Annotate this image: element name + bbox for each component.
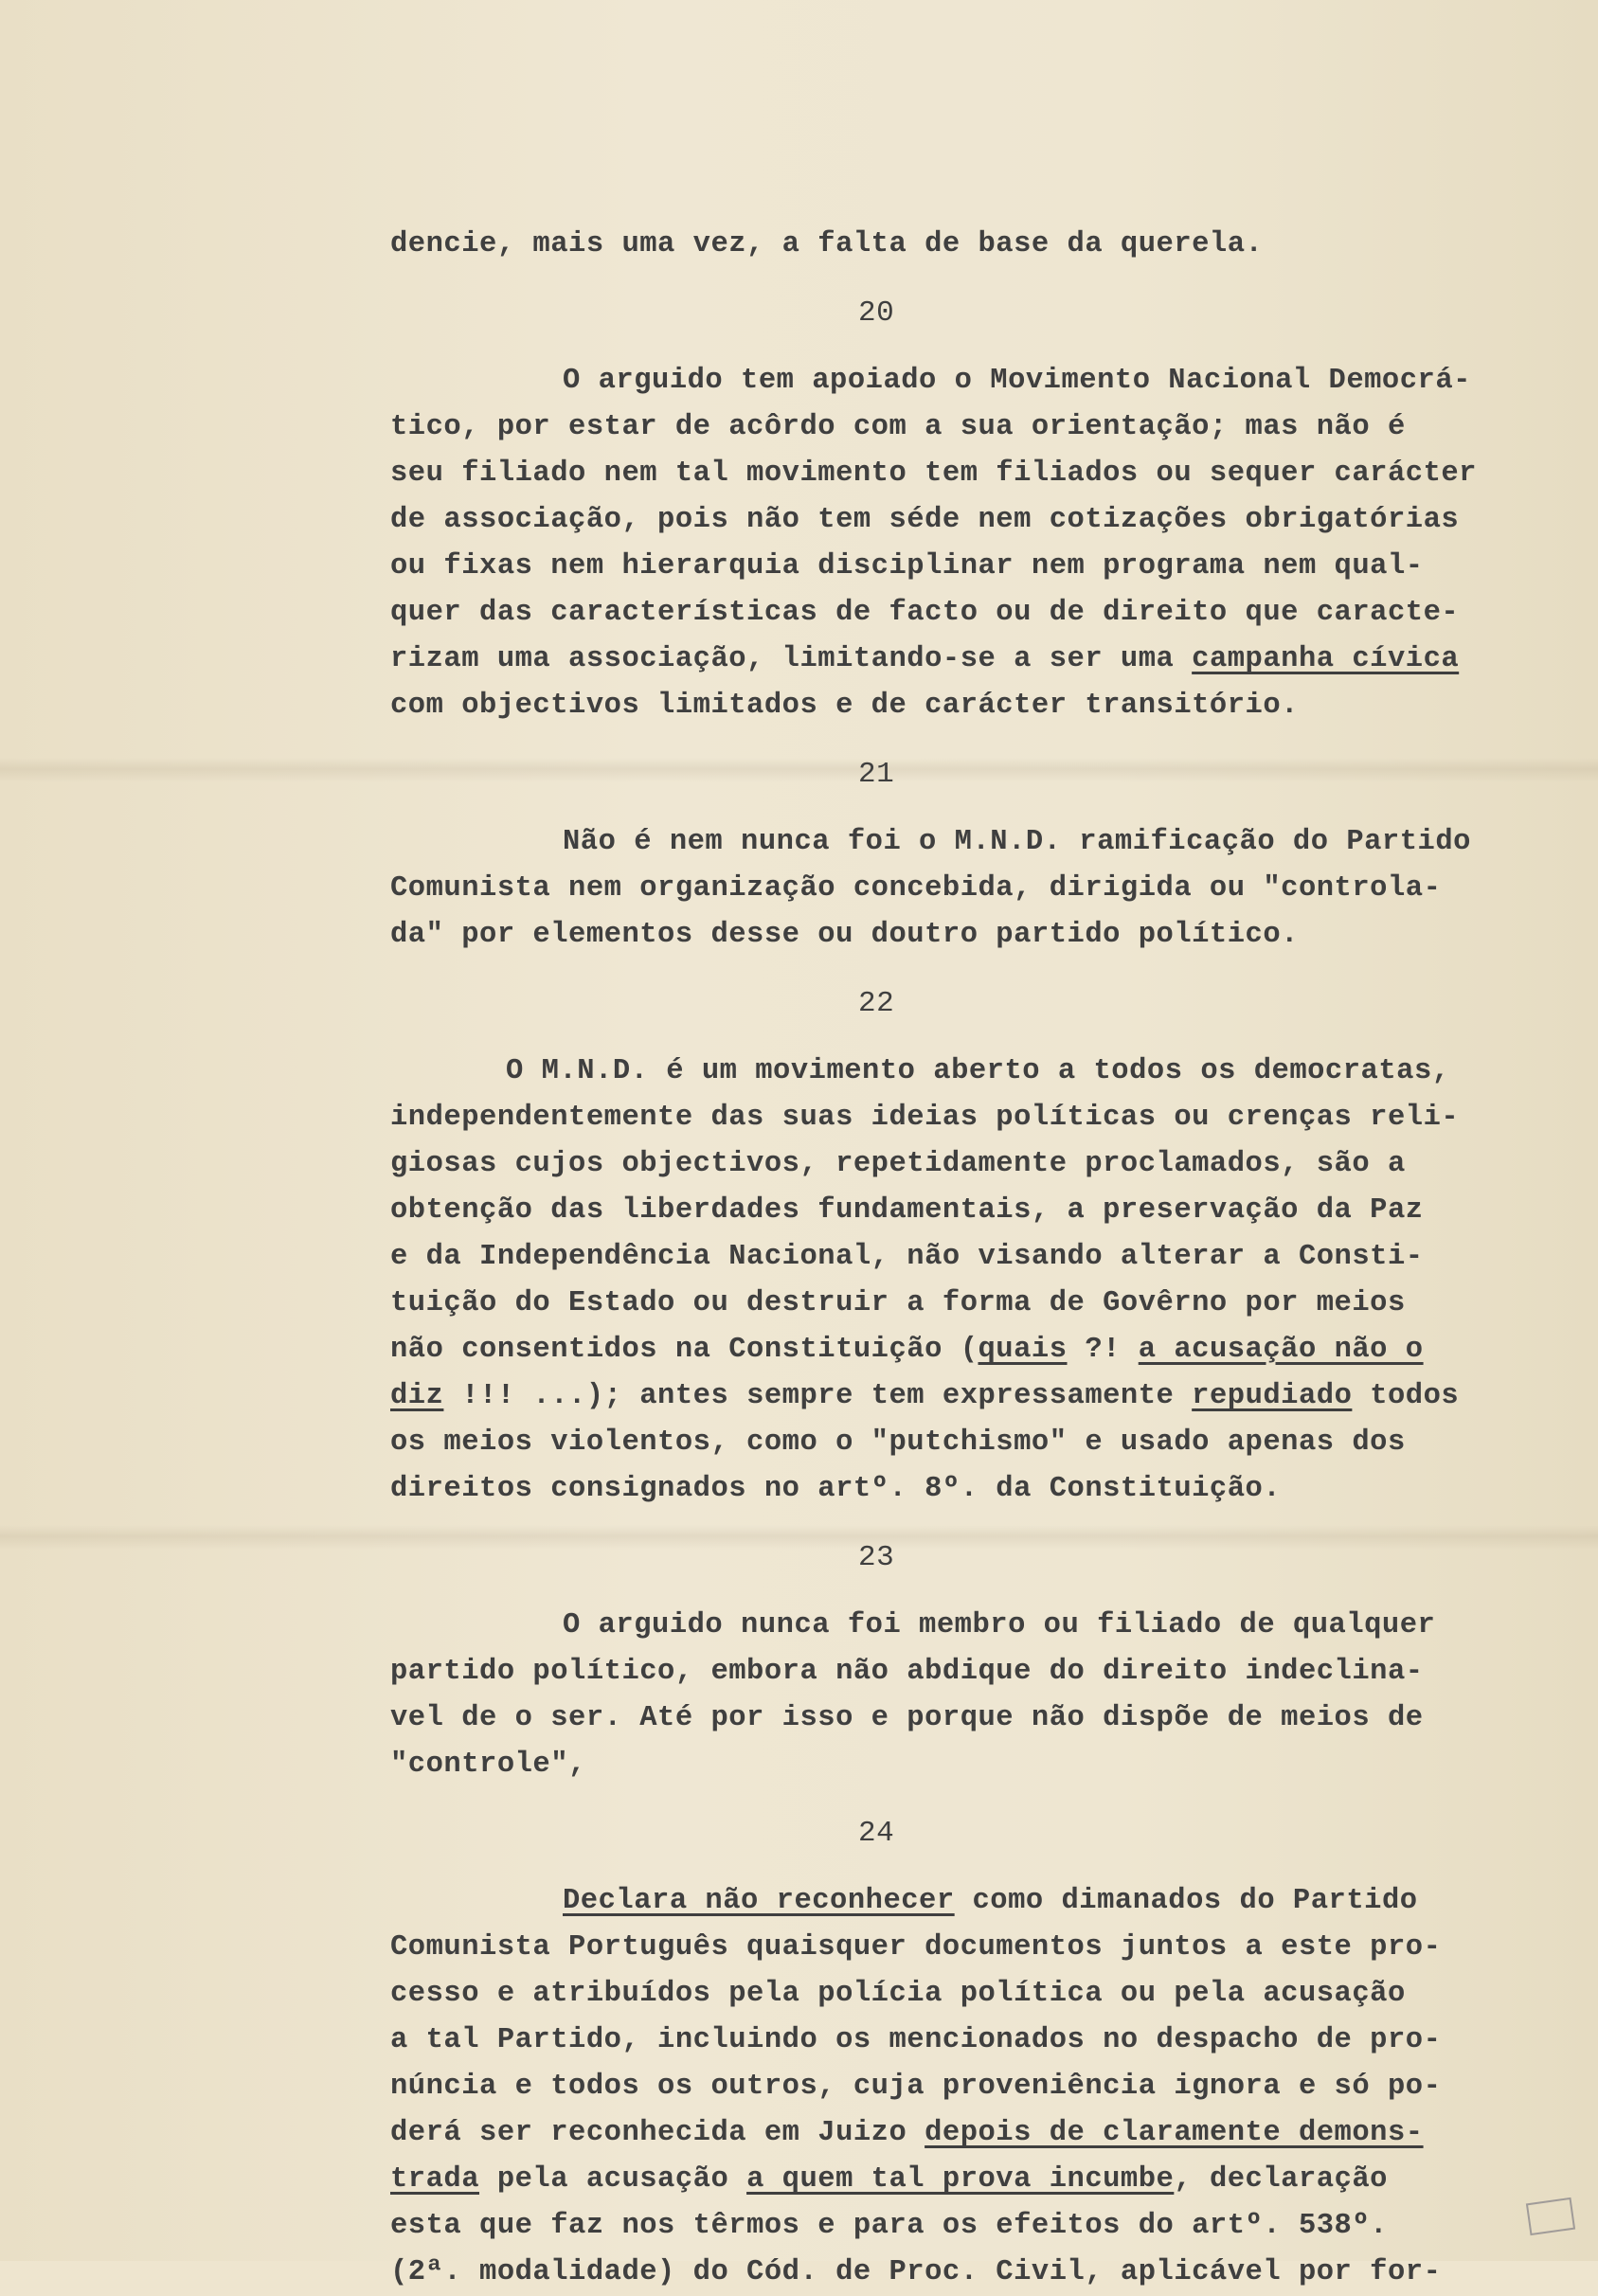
paragraph-line — [390, 1373, 1574, 1420]
paragraph-line: tuição do Estado ou destruir a forma de Govêrno por meios — [390, 1287, 1406, 1319]
text-run: derá ser reconhecida em Juizo — [390, 2117, 925, 2149]
underlined-text: a acusação não o — [1138, 1334, 1424, 1366]
paragraph-line: giosas cujos objectivos, repetidamente proclamados, são a — [390, 1148, 1406, 1180]
paragraph-line: partido político, embora não abdique do direito indeclina- — [390, 1656, 1424, 1688]
paragraph-line: da" por elementos desse ou doutro partido político. — [390, 919, 1299, 951]
paragraph-line: cesso e atribuídos pela polícia política ou pela acusação — [390, 1978, 1406, 2010]
section-number-20: 20 — [858, 296, 895, 330]
text-run: pela acusação — [479, 2163, 747, 2196]
paragraph-line: O arguido nunca foi membro ou filiado de qualquer — [563, 1609, 1436, 1641]
paragraph-line: Não é nem nunca foi o M.N.D. ramificação do Partido — [563, 826, 1471, 858]
paragraph-line: núncia e todos os outros, cuja proveniência ignora e só po- — [390, 2071, 1442, 2103]
section-number-23: 23 — [858, 1541, 895, 1574]
text-run: ?! — [1067, 1334, 1139, 1366]
underlined-text: Declara não reconhecer — [563, 1885, 955, 1917]
intro-line: dencie, mais uma vez, a falta de base da querela. — [390, 228, 1264, 260]
paragraph-line — [390, 637, 1574, 683]
paragraph-line: ou fixas nem hierarquia disciplinar nem programa nem qual- — [390, 550, 1424, 583]
paragraph-line: obtenção das liberdades fundamentais, a preservação da Paz — [390, 1194, 1424, 1227]
paragraph-line: direitos consignados no artº. 8º. da Constituição. — [390, 1473, 1282, 1505]
paragraph-line: "controle", — [390, 1749, 586, 1781]
paragraph-line: e da Independência Nacional, não visando alterar a Consti- — [390, 1241, 1424, 1273]
underlined-text: quais — [978, 1334, 1068, 1366]
underlined-text: diz — [390, 1380, 444, 1412]
text-run: não consentidos na Constituição ( — [390, 1334, 979, 1366]
text-run: , declaração — [1174, 2163, 1388, 2196]
paragraph-line — [390, 1327, 1574, 1373]
text-run: rizam uma associação, limitando-se a ser uma — [390, 643, 1193, 675]
paragraph-line: independentemente das suas ideias políticas ou crenças reli- — [390, 1102, 1460, 1134]
paragraph-line: (2ª. modalidade) do Cód. de Proc. Civil, aplicável por for- — [390, 2256, 1442, 2288]
paragraph-line: esta que faz nos têrmos e para os efeitos do artº. 538º. — [390, 2210, 1388, 2242]
underlined-text: depois de claramente demons- — [925, 2117, 1424, 2149]
paragraph-line: tico, por estar de acôrdo com a sua orientação; mas não é — [390, 411, 1406, 443]
paragraph-line: Comunista Português quaisquer documentos juntos a este pro- — [390, 1931, 1442, 1964]
archive-stamp-icon — [1526, 2197, 1575, 2235]
paragraph-line: O arguido tem apoiado o Movimento Nacional Democrá- — [563, 365, 1471, 397]
text-run: todos — [1352, 1380, 1460, 1412]
paragraph-line: Comunista nem organização concebida, dirigida ou "controla- — [390, 872, 1442, 905]
underlined-text: trada — [390, 2163, 480, 2196]
paragraph-line: de associação, pois não tem séde nem cotizações obrigatórias — [390, 504, 1460, 536]
paragraph-line: O M.N.D. é um movimento aberto a todos os democratas, — [506, 1055, 1450, 1087]
text-run: como dimanados do Partido — [954, 1885, 1418, 1917]
paragraph-line — [390, 2110, 1574, 2157]
paragraph-line: vel de o ser. Até por isso e porque não dispõe de meios de — [390, 1702, 1424, 1734]
paragraph-line — [390, 2157, 1574, 2203]
paragraph-line — [390, 1878, 1574, 1925]
section-number-24: 24 — [858, 1817, 895, 1850]
document-text — [390, 222, 1574, 2296]
paragraph-line: seu filiado nem tal movimento tem filiados ou sequer carácter — [390, 457, 1477, 490]
paragraph-line: os meios violentos, como o "putchismo" e usado apenas dos — [390, 1426, 1406, 1459]
section-number-21: 21 — [858, 758, 895, 791]
text-run: !!! ...); antes sempre tem expressamente — [443, 1380, 1193, 1412]
underlined-text: a quem tal prova incumbe — [746, 2163, 1175, 2196]
paragraph-line: com objectivos limitados e de carácter transitório. — [390, 690, 1299, 722]
paragraph-line: quer das características de facto ou de direito que caracte- — [390, 597, 1460, 629]
underlined-text: repudiado — [1192, 1380, 1353, 1412]
section-number-22: 22 — [858, 987, 895, 1020]
underlined-text: campanha cívica — [1192, 643, 1460, 675]
paragraph-line: a tal Partido, incluindo os mencionados no despacho de pro- — [390, 2024, 1442, 2056]
